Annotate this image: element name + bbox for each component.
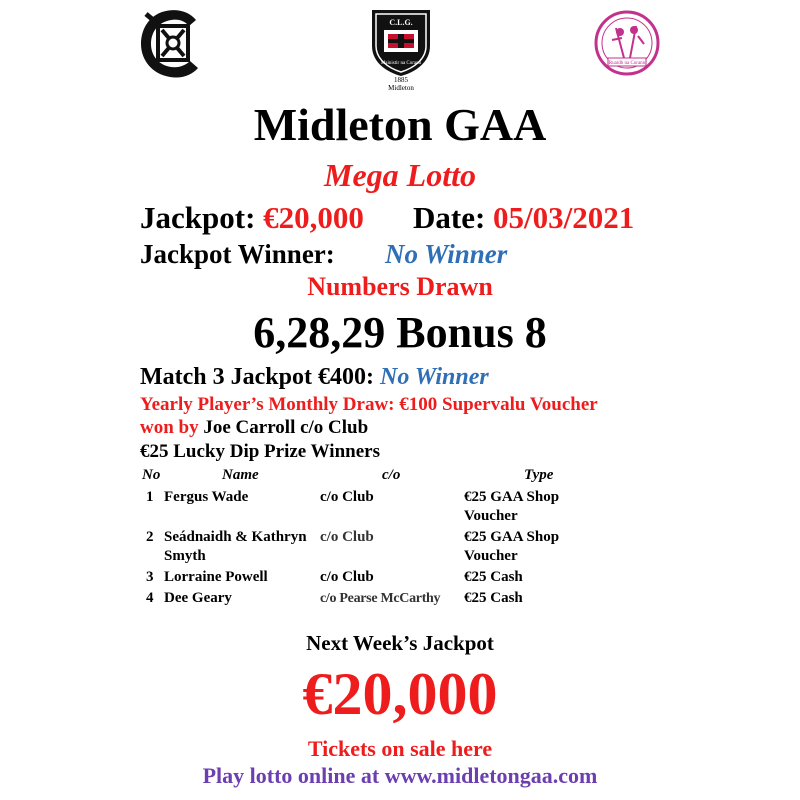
svg-text:C.L.G.: C.L.G. xyxy=(389,18,413,27)
row-type-cont: Voucher xyxy=(464,548,518,564)
match3-winner: No Winner xyxy=(379,364,489,390)
row-no: 2 xyxy=(146,529,154,545)
row-name: Seádnaidh & Kathryn xyxy=(164,529,307,545)
match3-label: Match 3 Jackpot €400: xyxy=(140,364,374,390)
date-label: Date: xyxy=(413,200,486,235)
header-co: c/o xyxy=(382,467,401,483)
row-name: Lorraine Powell xyxy=(164,569,268,585)
tickets-on-sale-text: Tickets on sale here xyxy=(307,736,493,761)
header-type: Type xyxy=(524,467,554,483)
row-type: €25 GAA Shop xyxy=(464,489,560,505)
jackpot-label: Jackpot: xyxy=(140,200,256,235)
row-co: c/o Club xyxy=(320,489,374,505)
jackpot-line xyxy=(140,199,364,237)
row-no: 1 xyxy=(146,489,154,505)
row-no: 4 xyxy=(146,590,154,606)
row-name: Fergus Wade xyxy=(164,489,249,505)
camogie-logo-icon xyxy=(594,10,660,76)
row-co: c/o Pearse McCarthy xyxy=(320,591,441,606)
row-type: €25 Cash xyxy=(464,569,523,585)
hurling-club-logo-icon xyxy=(138,6,204,80)
row-type: €25 Cash xyxy=(464,590,523,606)
header-name: Name xyxy=(222,467,259,483)
numbers-drawn-title: Numbers Drawn xyxy=(307,272,493,301)
play-online-link[interactable]: Play lotto online at www.midletongaa.com xyxy=(202,763,598,788)
jackpot-winner-value: No Winner xyxy=(385,239,508,269)
gaa-crest-icon xyxy=(366,6,436,94)
next-week-jackpot-amount: €20,000 xyxy=(302,661,498,727)
won-by-name: Joe Carroll c/o Club xyxy=(203,417,369,438)
monthly-draw-text: Yearly Player’s Monthly Draw: €100 Supervalu Voucher xyxy=(140,394,598,415)
club-title: Midleton GAA xyxy=(253,99,547,150)
header-no: No xyxy=(142,467,161,483)
jackpot-amount: €20,000 xyxy=(263,200,364,235)
won-by-label: won by xyxy=(140,417,199,438)
row-no: 3 xyxy=(146,569,154,585)
row-name: Dee Geary xyxy=(164,590,232,606)
row-type-cont: Voucher xyxy=(464,508,518,524)
crest-town: Midleton xyxy=(388,84,414,92)
won-by-line xyxy=(140,416,368,440)
lucky-dip-title: €25 Lucky Dip Prize Winners xyxy=(140,441,380,462)
draw-date: 05/03/2021 xyxy=(493,200,635,235)
drawn-numbers: 6,28,29 Bonus 8 xyxy=(253,308,547,357)
row-type: €25 GAA Shop xyxy=(464,529,560,545)
date-line xyxy=(413,199,634,237)
crest-year: 1885 xyxy=(394,76,408,84)
next-week-label: Next Week’s Jackpot xyxy=(306,631,494,655)
match3-line xyxy=(140,362,489,392)
mega-lotto-subtitle: Mega Lotto xyxy=(324,157,476,193)
jackpot-winner-label: Jackpot Winner: xyxy=(140,239,335,269)
svg-text:Mainistir na Corann: Mainistir na Corann xyxy=(380,61,422,66)
row-co: c/o Club xyxy=(320,569,374,585)
row-co: c/o Club xyxy=(320,529,374,545)
row-name-cont: Smyth xyxy=(164,548,206,564)
svg-text:Ruaidh na Corann: Ruaidh na Corann xyxy=(608,61,646,66)
